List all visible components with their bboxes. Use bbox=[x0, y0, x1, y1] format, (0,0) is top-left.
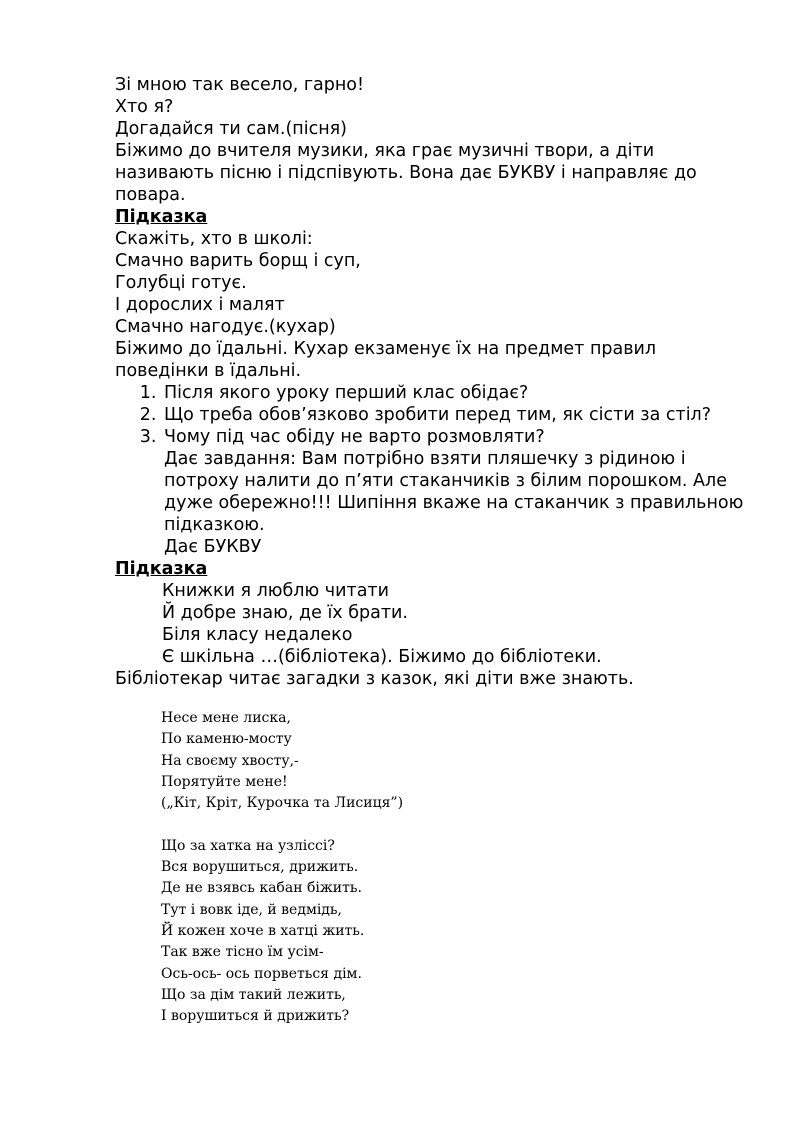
spacer bbox=[161, 814, 721, 835]
task-text: Дає завдання: Вам потрібно взяти пляшечку з рідиною і потроху налити до п’яти стаканчиків з білим порошком. Але дуже обережно!!! Шипіння вкаже на стаканчик з правильною підказкою. bbox=[164, 449, 744, 535]
task-letter: Дає БУКВУ bbox=[164, 537, 262, 557]
hint-line: Є шкільна …(бібліотека). Біжимо до бібліотеки. bbox=[162, 647, 602, 667]
hint-heading: Підказка bbox=[115, 207, 208, 227]
riddle-line: Що за дім такий лежить, bbox=[161, 986, 346, 1003]
riddle-line: Й кожен хоче в хатці жить. bbox=[161, 922, 365, 939]
main-text bbox=[115, 74, 755, 690]
riddle-answer: („Кіт, Кріт, Курочка та Лисиця”) bbox=[161, 795, 404, 812]
intro-paragraph: Біжимо до вчителя музики, яка грає музичні твори, а діти називають пісню і підспівують. Вона дає БУКВУ і направляє до повара. bbox=[115, 141, 697, 205]
hint-line: Книжки я люблю читати bbox=[162, 581, 389, 601]
question-item bbox=[162, 426, 755, 558]
riddle-line: Так вже тісно їм усім- bbox=[161, 944, 324, 961]
riddle-line: Вся ворушиться, дрижить. bbox=[161, 859, 359, 876]
hint-line: Голубці готує. bbox=[115, 273, 247, 293]
hint-line: Біля класу недалеко bbox=[162, 625, 353, 645]
hint-paragraph: Біжимо до їдальні. Кухар екзаменує їх на предмет правил поведінки в їдальні. bbox=[115, 339, 657, 381]
riddle-line: Де не взявсь кабан біжить. bbox=[161, 880, 362, 897]
hint-line: Смачно нагодує.(кухар) bbox=[115, 317, 336, 337]
riddle-line: На своєму хвосту,- bbox=[161, 752, 299, 769]
riddle-line: Несе мене лиска, bbox=[161, 710, 291, 726]
riddle-line: Порятуйте мене! bbox=[161, 773, 288, 790]
question-item: 2. Що треба обов’язково зробити перед тим, як сісти за стіл? bbox=[162, 404, 755, 426]
hint-line: Смачно варить борщ і суп, bbox=[115, 251, 361, 271]
riddle-line: Що за хатка на узліссі? bbox=[161, 837, 335, 854]
question-item: 1. Після якого уроку перший клас обідає? bbox=[162, 382, 755, 404]
hint-line: І дорослих і малят bbox=[115, 295, 285, 315]
riddle-line: Ось-ось- ось порветься дім. bbox=[161, 965, 362, 982]
riddle-line: Тут і вовк іде, й ведмідь, bbox=[161, 901, 343, 918]
hint-heading: Підказка bbox=[115, 559, 208, 579]
question-list bbox=[115, 382, 755, 558]
riddles bbox=[161, 708, 721, 1027]
intro-line: Зі мною так весело, гарно! bbox=[115, 75, 365, 95]
hint-line: Скажіть, хто в школі: bbox=[115, 229, 313, 249]
intro-line: Хто я? bbox=[115, 97, 174, 117]
librarian-line: Бібліотекар читає загадки з казок, які діти вже знають. bbox=[115, 669, 634, 689]
question-text: Чому під час обіду не варто розмовляти? bbox=[164, 427, 545, 447]
hint-line: Й добре знаю, де їх брати. bbox=[162, 603, 408, 623]
riddle-line: По каменю-мосту bbox=[161, 731, 292, 748]
intro-line: Догадайся ти сам.(пісня) bbox=[115, 119, 347, 139]
riddle-line: І ворушиться й дрижить? bbox=[161, 1008, 350, 1025]
